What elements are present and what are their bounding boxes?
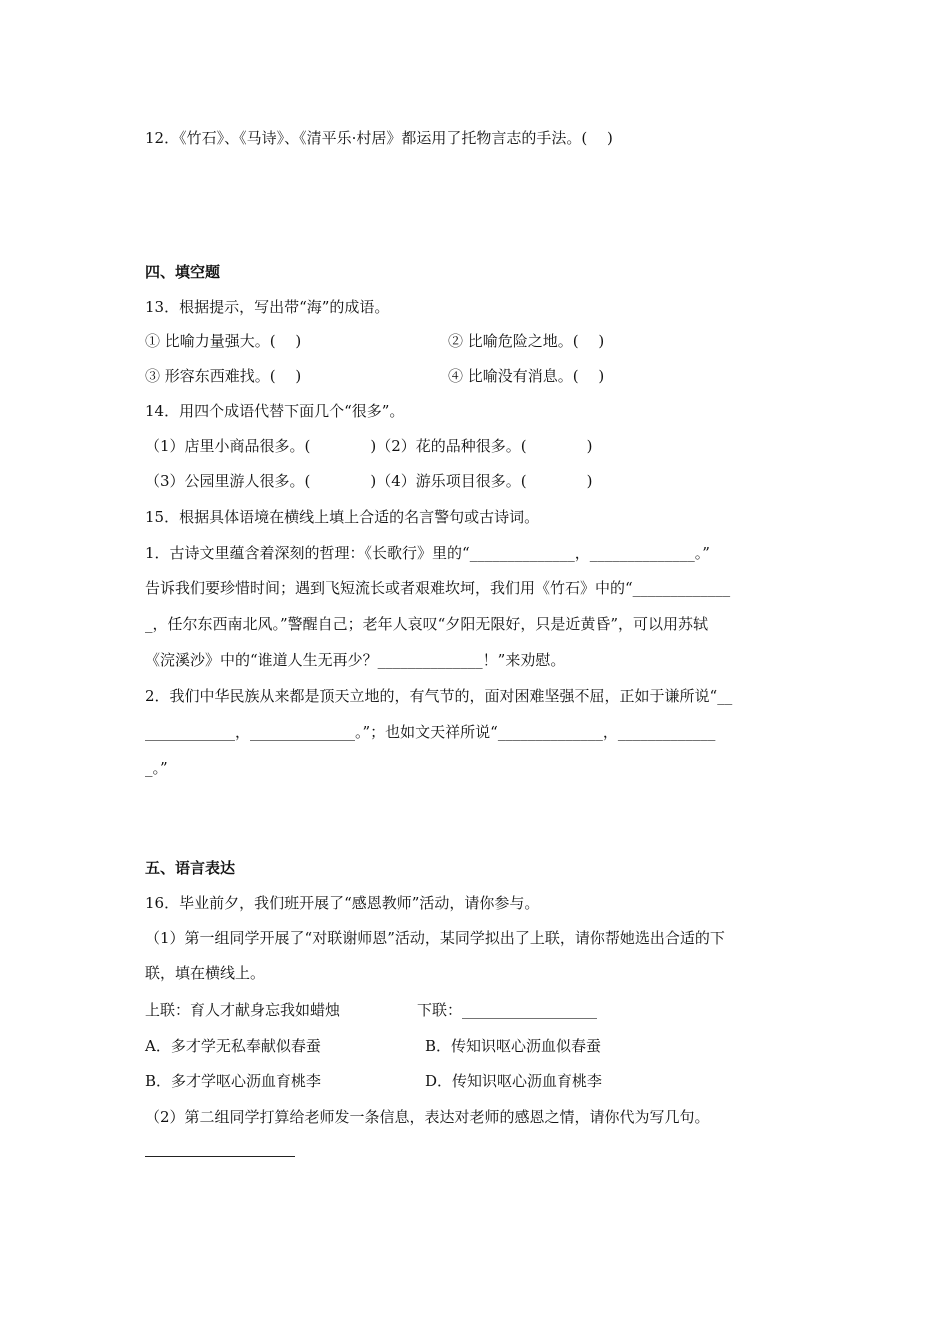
q15-part2-line3: _。” xyxy=(145,759,168,777)
q13-item-4: ④ 比喻没有消息。( ) xyxy=(448,367,605,385)
option-c: B．多才学呕心沥血育桃李 xyxy=(145,1072,322,1090)
q13-item-3: ③ 形容东西难找。( ) xyxy=(145,367,302,385)
q16-part2: （2）第二组同学打算给老师发一条信息，表达对老师的感恩之情，请你代为写几句。 xyxy=(145,1108,710,1126)
q13-item-2: ② 比喻危险之地。( ) xyxy=(448,332,605,350)
answer-line xyxy=(145,1156,295,1157)
couplet-upper: 上联：育人才献身忘我如蜡烛 xyxy=(145,1001,341,1019)
q15-part2-line1: 2．我们中华民族从来都是顶天立地的，有气节的，面对困难坚强不屈，正如于谦所说“__ xyxy=(145,687,733,705)
question-13-stem: 13．根据提示，写出带“海”的成语。 xyxy=(145,298,390,316)
q13-item-1: ① 比喻力量强大。( ) xyxy=(145,332,302,350)
section-5-heading: 五、语言表达 xyxy=(145,859,236,877)
couplet-lower-blank: 下联：__________________ xyxy=(417,1001,598,1019)
option-a: A．多才学无私奉献似春蚕 xyxy=(145,1037,321,1055)
q15-part1-line2: 告诉我们要珍惜时间；遇到飞短流长或者艰难坎坷，我们用《竹石》中的“_____________ xyxy=(145,579,731,597)
option-b: B．传知识呕心沥血似春蚕 xyxy=(425,1037,602,1055)
question-15-stem: 15．根据具体语境在横线上填上合适的名言警句或古诗词。 xyxy=(145,508,540,526)
q15-part1-line4: 《浣溪沙》中的“谁道人生无再少？______________！”来劝慰。 xyxy=(145,651,566,669)
q15-part1-line3: _，任尔东西南北风。”警醒自己；老年人哀叹“夕阳无限好，只是近黄昏”，可以用苏轼 xyxy=(145,615,709,633)
question-14-stem: 14．用四个成语代替下面几个“很多”。 xyxy=(145,402,405,420)
section-4-heading: 四、填空题 xyxy=(145,263,221,281)
question-16-stem: 16．毕业前夕，我们班开展了“感恩教师”活动，请你参与。 xyxy=(145,894,540,912)
q16-part1-line2: 联，填在横线上。 xyxy=(145,964,266,982)
q16-part1-line1: （1）第一组同学开展了“对联谢师恩”活动，某同学拟出了上联，请你帮她选出合适的下 xyxy=(145,929,725,947)
question-12: 12．《竹石》、《马诗》、《清平乐·村居》都运用了托物言志的手法。( ) xyxy=(145,129,613,147)
q14-row-2: （3）公园里游人很多。( )（4）游乐项目很多。( ) xyxy=(145,472,593,490)
q15-part1-line1: 1．古诗文里蕴含着深刻的哲理：《长歌行》里的“______________，______________。” xyxy=(145,544,710,562)
q14-row-1: （1）店里小商品很多。( )（2）花的品种很多。( ) xyxy=(145,437,593,455)
q15-part2-line2: ____________，______________。”；也如文天祥所说“______________，_____________ xyxy=(145,723,716,741)
option-d: D．传知识呕心沥血育桃李 xyxy=(425,1072,603,1090)
